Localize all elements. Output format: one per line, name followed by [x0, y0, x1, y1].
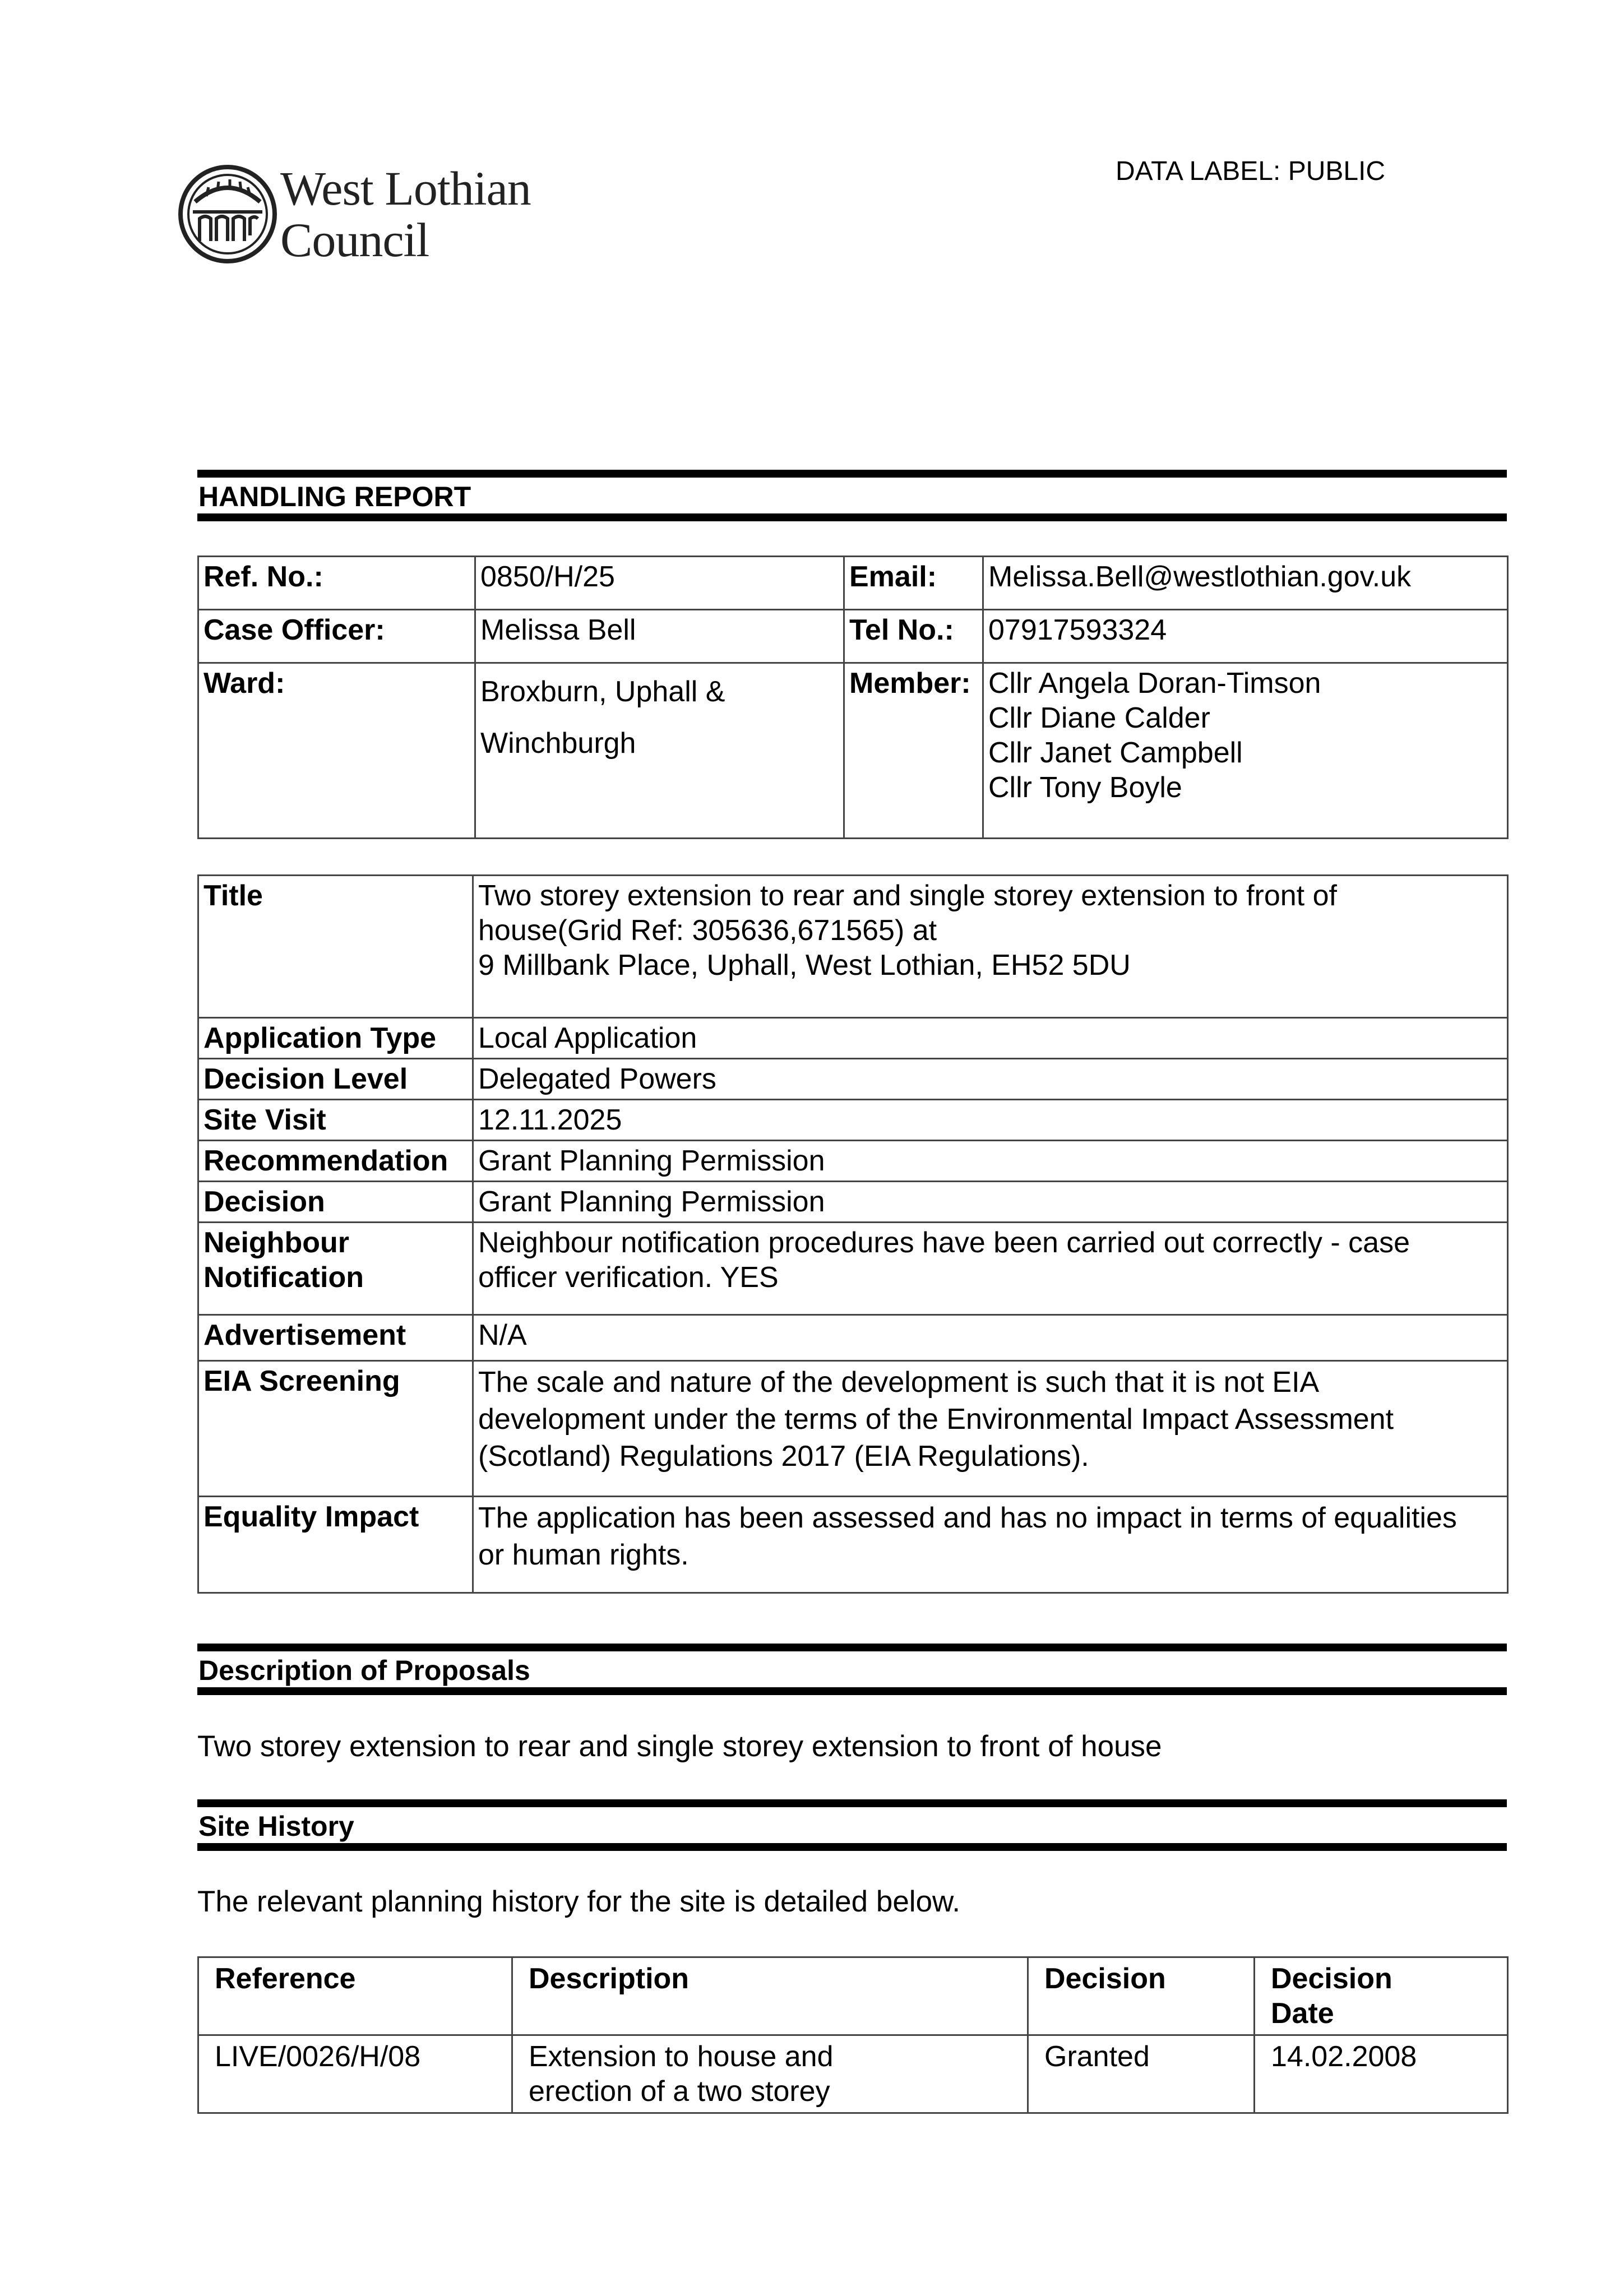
- recommendation-label: Recommendation: [198, 1141, 473, 1182]
- neighbour-notification-label: [198, 1223, 473, 1315]
- history-header-reference: Reference: [198, 1957, 512, 2035]
- title-value: [473, 876, 1508, 1018]
- case-officer-value: Melissa Bell: [475, 610, 844, 663]
- neighbour-label-line: Neighbour: [203, 1226, 349, 1259]
- neighbour-label-line: Notification: [203, 1261, 364, 1294]
- member-name: Cllr Tony Boyle: [988, 771, 1182, 804]
- equality-line: or human rights.: [478, 1539, 689, 1571]
- site-visit-value: 12.11.2025: [473, 1100, 1508, 1141]
- site-history-intro: The relevant planning history for the site is detailed below.: [197, 1885, 961, 1918]
- decision-value: Grant Planning Permission: [473, 1182, 1508, 1223]
- equality-line: The application has been assessed and has no impact in terms of equalities: [478, 1502, 1457, 1534]
- history-header-date-line: Decision: [1271, 1962, 1392, 1995]
- decision-label: Decision: [198, 1182, 473, 1223]
- history-description: [512, 2035, 1028, 2113]
- application-details-table: [197, 874, 1509, 1594]
- history-header-date-line: Date: [1271, 1997, 1334, 2030]
- ref-value: 0850/H/25: [475, 557, 844, 610]
- history-header-decision: Decision: [1028, 1957, 1255, 2035]
- advertisement-label: Advertisement: [198, 1315, 473, 1361]
- description-heading: [197, 1644, 1507, 1695]
- member-label: Member:: [844, 663, 983, 839]
- title-line: Two storey extension to rear and single storey extension to front of: [478, 879, 1337, 912]
- site-history-table: [197, 1956, 1509, 2114]
- logo-wordmark: [280, 163, 531, 266]
- logo-text-line-1: West Lothian: [280, 161, 531, 215]
- history-decision: Granted: [1028, 2035, 1255, 2113]
- viaduct-emblem-icon: [178, 163, 279, 269]
- ward-value-line: Winchburgh: [480, 727, 636, 760]
- neighbour-value-line: Neighbour notification procedures have been carried out correctly - case: [478, 1226, 1410, 1259]
- recommendation-value: Grant Planning Permission: [473, 1141, 1508, 1182]
- ward-label: Ward:: [198, 663, 475, 839]
- history-header-description: Description: [512, 1957, 1028, 2035]
- equality-impact-label: Equality Impact: [198, 1497, 473, 1593]
- contact-table: [197, 556, 1509, 839]
- history-description-line: Extension to house and: [529, 2040, 834, 2073]
- site-history-heading-text: Site History: [198, 1811, 354, 1842]
- case-officer-label: Case Officer:: [198, 610, 475, 663]
- application-type-value: Local Application: [473, 1018, 1508, 1059]
- description-text: Two storey extension to rear and single storey extension to front of house: [197, 1730, 1162, 1763]
- decision-level-value: Delegated Powers: [473, 1059, 1508, 1100]
- member-name: Cllr Janet Campbell: [988, 737, 1243, 769]
- council-logo: [178, 163, 559, 269]
- eia-screening-label: EIA Screening: [198, 1361, 473, 1497]
- title-line: 9 Millbank Place, Uphall, West Lothian, EH52 5DU: [478, 949, 1131, 982]
- eia-line: development under the terms of the Environmental Impact Assessment: [478, 1403, 1394, 1436]
- title-label: Title: [198, 876, 473, 1018]
- title-line: house(Grid Ref: 305636,671565) at: [478, 914, 937, 947]
- neighbour-notification-value: [473, 1223, 1508, 1315]
- ref-label: Ref. No.:: [198, 557, 475, 610]
- handling-report-title: HANDLING REPORT: [198, 481, 471, 512]
- email-label: Email:: [844, 557, 983, 610]
- history-decision-date: 14.02.2008: [1255, 2035, 1508, 2113]
- history-reference: LIVE/0026/H/08: [198, 2035, 512, 2113]
- data-label: DATA LABEL: PUBLIC: [1116, 156, 1386, 186]
- email-value: Melissa.Bell@westlothian.gov.uk: [983, 557, 1508, 610]
- logo-text-line-2: Council: [280, 213, 429, 267]
- members-list: [983, 663, 1508, 839]
- member-name: Cllr Diane Calder: [988, 702, 1210, 734]
- description-heading-text: Description of Proposals: [198, 1655, 530, 1686]
- tel-label: Tel No.:: [844, 610, 983, 663]
- eia-line: (Scotland) Regulations 2017 (EIA Regulations).: [478, 1440, 1089, 1473]
- site-visit-label: Site Visit: [198, 1100, 473, 1141]
- ward-value-line: Broxburn, Uphall &: [480, 675, 725, 708]
- handling-report-heading: [197, 470, 1507, 521]
- member-name: Cllr Angela Doran-Timson: [988, 667, 1321, 700]
- history-header-row: [198, 1957, 1508, 2035]
- tel-value: 07917593324: [983, 610, 1508, 663]
- decision-level-label: Decision Level: [198, 1059, 473, 1100]
- application-type-label: Application Type: [198, 1018, 473, 1059]
- history-header-decision-date: [1255, 1957, 1508, 2035]
- advertisement-value: N/A: [473, 1315, 1508, 1361]
- ward-value: [475, 663, 844, 839]
- history-description-line: erection of a two storey: [529, 2075, 830, 2108]
- site-history-heading: [197, 1799, 1507, 1851]
- table-row: [198, 2035, 1508, 2113]
- neighbour-value-line: officer verification. YES: [478, 1261, 779, 1294]
- equality-impact-value: [473, 1497, 1508, 1593]
- eia-line: The scale and nature of the development is such that it is not EIA: [478, 1366, 1320, 1399]
- eia-screening-value: [473, 1361, 1508, 1497]
